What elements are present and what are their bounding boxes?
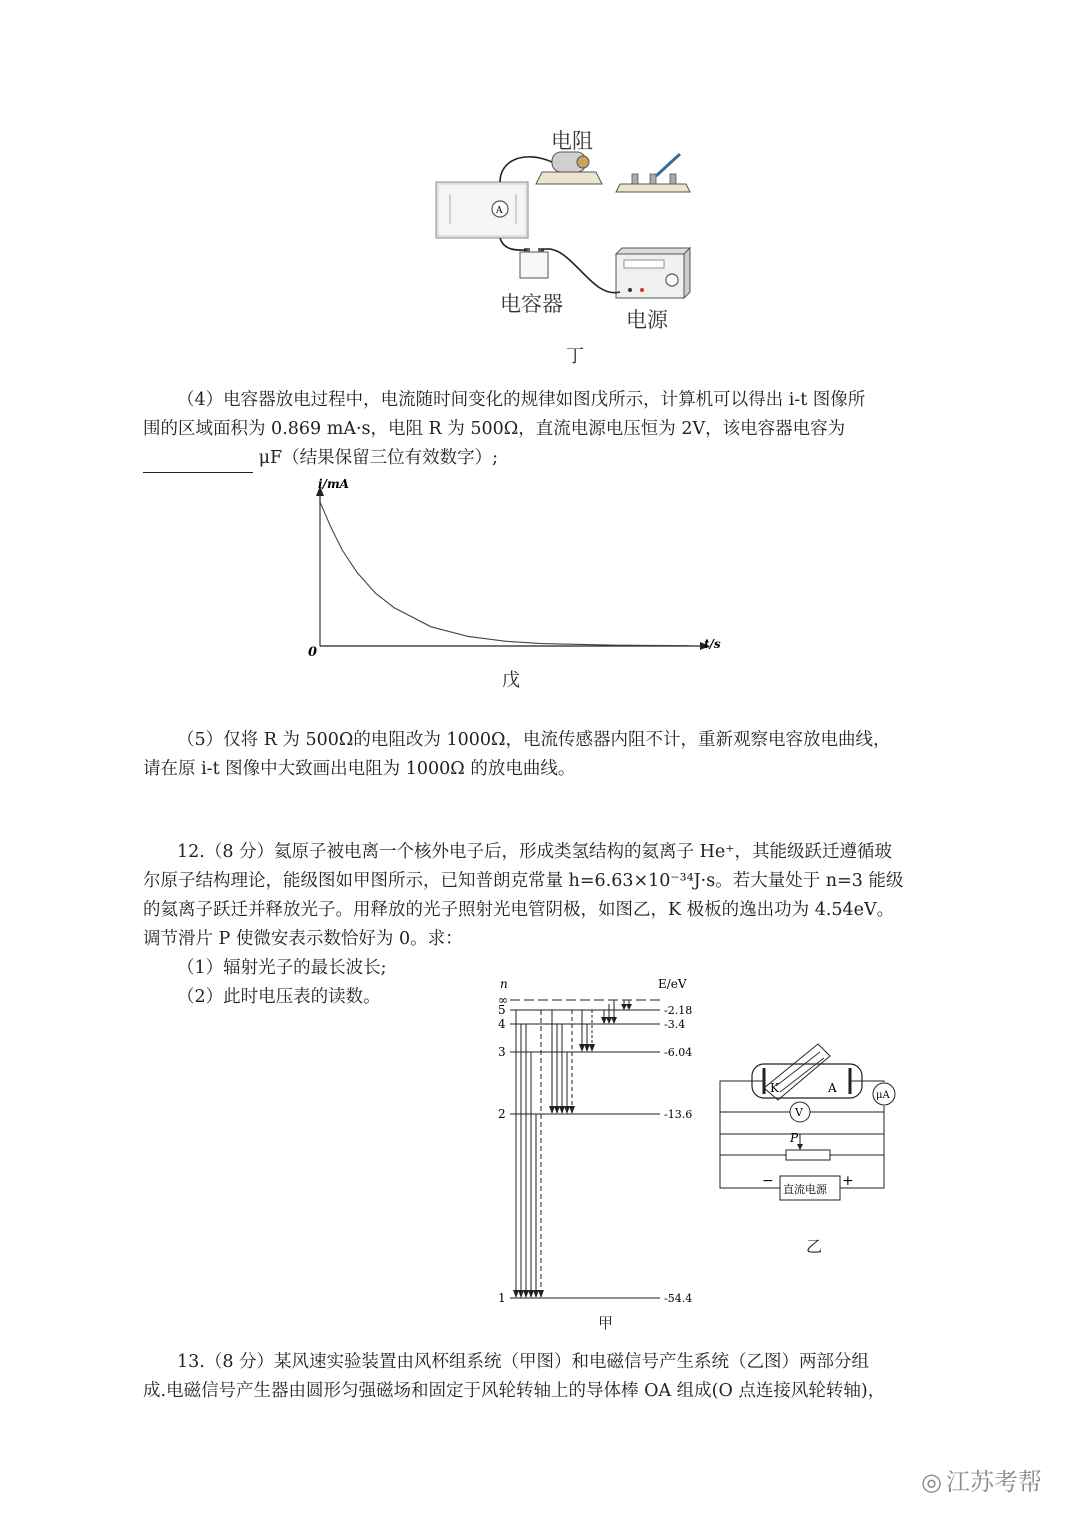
it-chart — [290, 470, 740, 665]
x-axis-label: t/s — [704, 637, 721, 651]
q12-line2: 尔原子结构理论，能级图如甲图所示，已知普朗克常量 h=6.63×10⁻³⁴J·s。若大量处于 n=3 能级 — [143, 871, 904, 891]
label-power-supply: 直流电源 — [783, 1183, 827, 1196]
label-power: 电源 — [626, 308, 668, 332]
label-plus: + — [842, 1173, 854, 1189]
question-4 — [143, 386, 933, 473]
q13-line1: 13.（8 分）某风速实验装置由风杯组系统（甲图）和电磁信号产生系统（乙图）两部分组 — [177, 1352, 870, 1372]
photoelectric-circuit — [712, 1030, 912, 1210]
label-a: A — [828, 1081, 837, 1095]
caption-ding: 丁 — [566, 346, 584, 367]
discharge-curve — [320, 502, 690, 646]
question-5 — [143, 726, 933, 784]
q12-line4: 调节滑片 P 使微安表示数恰好为 0。求： — [143, 929, 463, 949]
label-ua: μA — [876, 1090, 890, 1101]
level-n-2: 2 — [498, 1107, 506, 1121]
level-n-3: 3 — [498, 1045, 506, 1059]
label-capacitor: 电容器 — [500, 292, 563, 316]
caption-wu: 戊 — [502, 670, 520, 691]
label-resistor: 电阻 — [551, 129, 593, 153]
level-e-5: -2.18 — [664, 1004, 693, 1017]
watermark — [921, 1462, 1042, 1497]
y-axis-label: i/mA — [318, 477, 349, 491]
q12-line1: 12.（8 分）氦原子被电离一个核外电子后，形成类氢结构的氦离子 He⁺，其能级跃迁遵循玻 — [177, 842, 892, 862]
q12-sub1: （1）辐射光子的最长波长; — [177, 958, 387, 978]
level-e-2: -13.6 — [664, 1108, 693, 1121]
caption-yi: 乙 — [806, 1237, 823, 1256]
caption-jia: 甲 — [598, 1314, 614, 1332]
answer-blank[interactable] — [143, 454, 253, 473]
watermark-text: 江苏考帮 — [946, 1468, 1042, 1496]
energy-level-diagram — [490, 972, 700, 1312]
label-minus: − — [762, 1173, 774, 1189]
q12-sub2: （2）此时电压表的读数。 — [177, 987, 381, 1007]
label-v: V — [795, 1106, 803, 1119]
level-e-3: -6.04 — [664, 1046, 693, 1059]
q5-line1: （5）仅将 R 为 500Ω的电阻改为 1000Ω，电流传感器内阻不计，重新观察电容放电曲线， — [177, 730, 891, 750]
transitions-to-2 — [552, 1010, 572, 1110]
level-n-1: 1 — [498, 1291, 506, 1305]
rheostat — [786, 1150, 830, 1160]
transitions-to-1 — [516, 1010, 541, 1294]
q4-line3: μF（结果保留三位有效数字）; — [258, 448, 498, 468]
origin-label: 0 — [308, 645, 318, 660]
level-n-inf: ∞ — [498, 993, 508, 1007]
level-e-1: -54.4 — [664, 1292, 693, 1305]
wechat-icon: ◎ — [921, 1468, 942, 1496]
q4-line2: 围的区域面积为 0.869 mA·s，电阻 R 为 500Ω，直流电源电压恒为 2V，该电容器电容为 — [143, 419, 846, 439]
question-13 — [143, 1348, 933, 1406]
q13-line2: 成.电磁信号产生器由圆形匀强磁场和固定于风轮转轴上的导体棒 OA 组成(O 点连接风轮转轴)， — [143, 1381, 886, 1401]
e-header: E/eV — [658, 977, 687, 991]
level-e-4: -3.4 — [664, 1018, 686, 1031]
label-k: K — [770, 1081, 779, 1095]
label-p: P — [790, 1131, 799, 1145]
transitions-to-3 — [582, 1010, 592, 1048]
svg-text:A: A — [496, 206, 503, 216]
q4-line1: （4）电容器放电过程中，电流随时间变化的规律如图戊所示，计算机可以得出 i-t 图像所 — [177, 390, 866, 410]
q12-line3: 的氦离子跃迁并释放光子。用释放的光子照射光电管阴极，如图乙，K 极板的逸出功为 4.54eV。 — [143, 900, 895, 920]
level-n-5: 5 — [498, 1003, 506, 1017]
n-header: n — [500, 977, 508, 991]
q5-line2: 请在原 i-t 图像中大致画出电阻为 1000Ω 的放电曲线。 — [143, 759, 576, 779]
level-n-4: 4 — [498, 1017, 506, 1031]
